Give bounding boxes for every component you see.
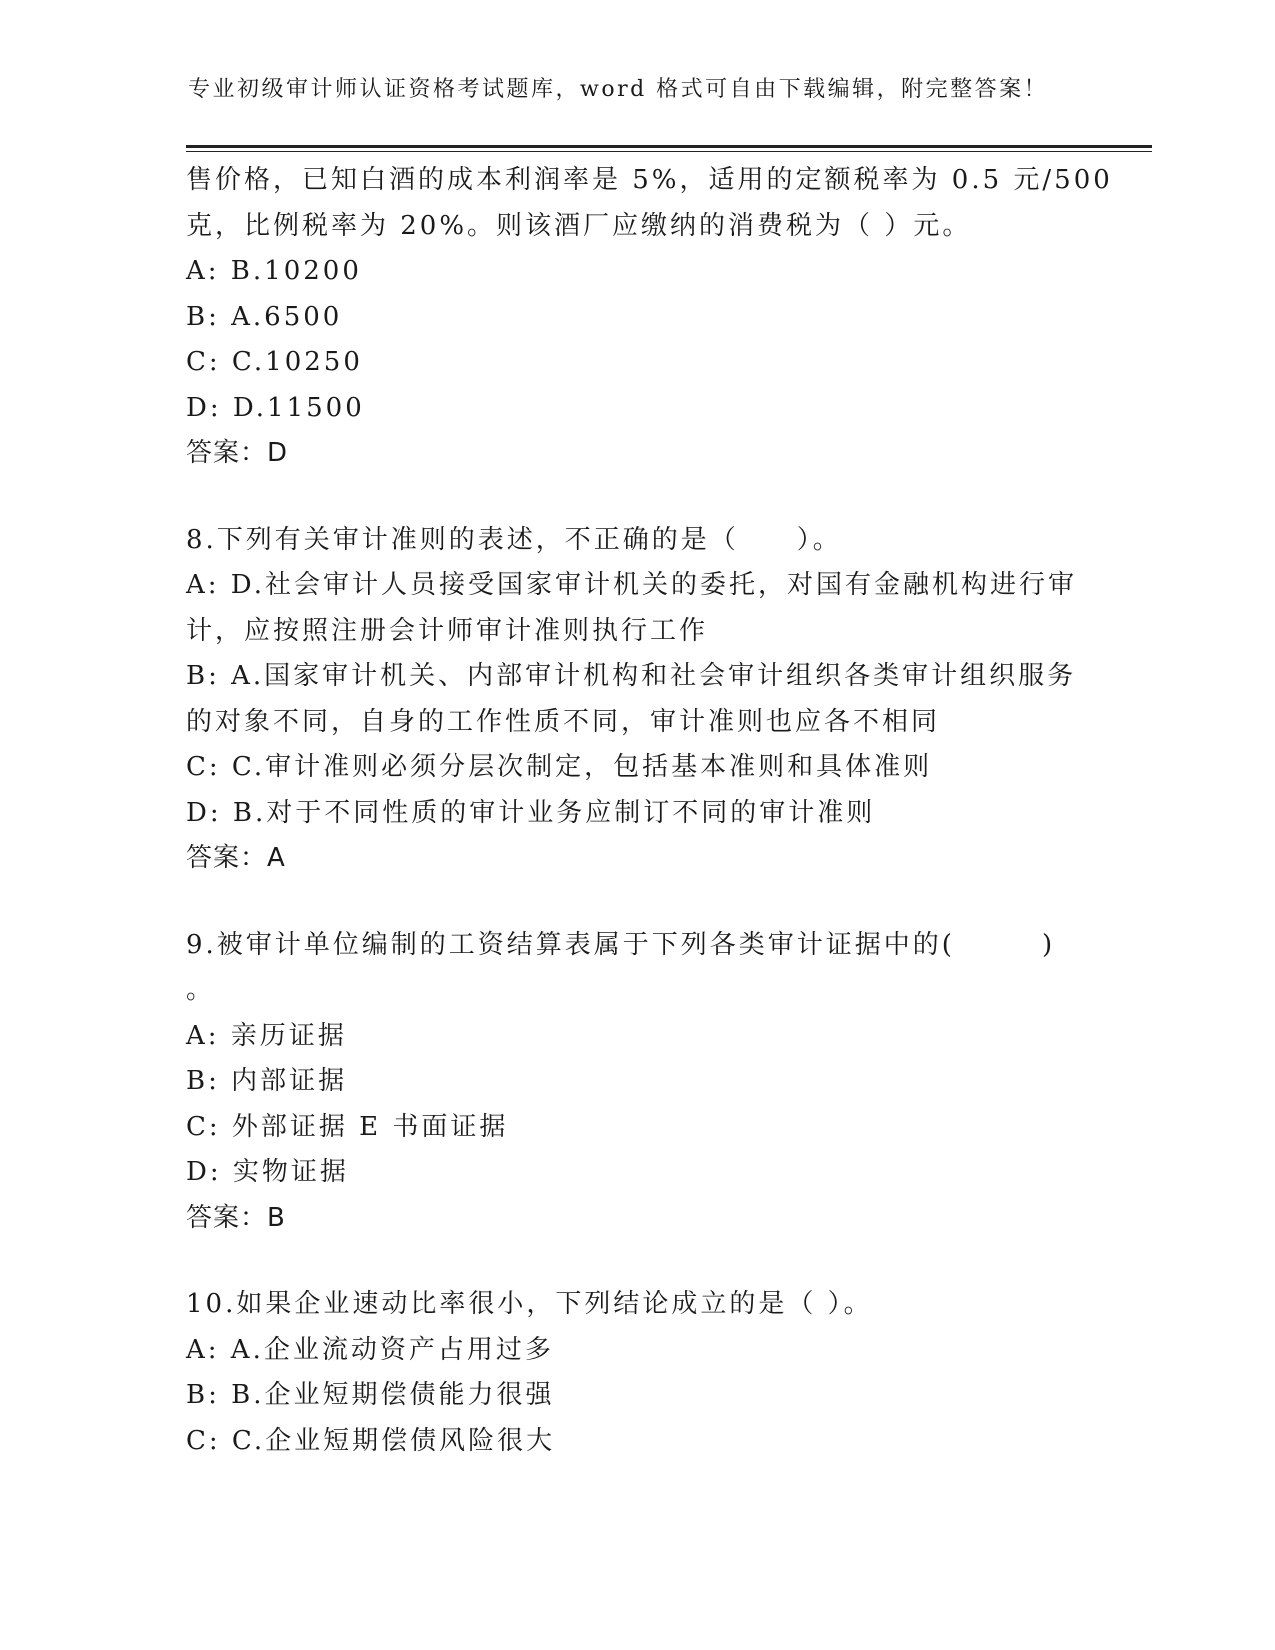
question-stem-line: 售价格，已知白酒的成本利润率是 5%，适用的定额税率为 0.5 元/500 bbox=[186, 165, 1113, 195]
option-d: D: 实物证据 bbox=[186, 1157, 349, 1187]
question-stem-line: 8.下列有关审计准则的表述，不正确的是（ ）。 bbox=[186, 524, 842, 555]
option-d: D: B.对于不同性质的审计业务应制订不同的审计准则 bbox=[186, 797, 876, 828]
option-c: C: C.10250 bbox=[186, 347, 363, 377]
option-b: B: B.企业短期偿债能力很强 bbox=[186, 1380, 555, 1410]
answer-line: 答案：A bbox=[186, 843, 286, 873]
question-stem-line: 10.如果企业速动比率很小，下列结论成立的是（ ）。 bbox=[186, 1289, 873, 1319]
option-a: A: A.企业流动资产占用过多 bbox=[186, 1334, 554, 1365]
option-c: C: C.企业短期偿债风险很大 bbox=[186, 1425, 556, 1456]
option-b-continued: 的对象不同，自身的工作性质不同，审计准则也应各不相同 bbox=[186, 706, 941, 737]
question-stem-line: 。 bbox=[186, 975, 216, 1005]
question-stem-line: 9.被审计单位编制的工资结算表属于下列各类审计证据中的( ) bbox=[186, 929, 1056, 960]
option-a: A: B.10200 bbox=[186, 256, 362, 286]
option-b: B: 内部证据 bbox=[186, 1066, 348, 1096]
header-rule-thin bbox=[186, 151, 1152, 152]
question-9 bbox=[186, 923, 1166, 1242]
question-8 bbox=[186, 518, 1166, 882]
answer-line: 答案：B bbox=[186, 1202, 286, 1233]
option-c: C: C.审计准则必须分层次制定，包括基本准则和具体准则 bbox=[186, 752, 933, 782]
option-a-continued: 计，应按照注册会计师审计准则执行工作 bbox=[186, 615, 709, 646]
option-b: B: A.国家审计机关、内部审计机构和社会审计组织各类审计组织服务 bbox=[186, 661, 1077, 691]
question-list bbox=[186, 158, 1166, 1464]
option-a: A: D.社会审计人员接受国家审计机关的委托，对国有金融机构进行审 bbox=[186, 570, 1077, 600]
page-header: 专业初级审计师认证资格考试题库，word 格式可自由下载编辑，附完整答案！ bbox=[188, 77, 1049, 102]
option-d: D: D.11500 bbox=[186, 392, 365, 423]
answer-line: 答案：D bbox=[186, 438, 289, 468]
option-a: A: 亲历证据 bbox=[186, 1020, 347, 1051]
question-7 bbox=[186, 158, 1166, 477]
question-10 bbox=[186, 1282, 1166, 1464]
option-b: B: A.6500 bbox=[186, 301, 343, 332]
question-stem-line: 克，比例税率为 20%。则该酒厂应缴纳的消费税为（ ）元。 bbox=[186, 210, 972, 241]
header-rule-thick bbox=[186, 145, 1152, 148]
option-c: C: 外部证据 E 书面证据 bbox=[186, 1111, 509, 1142]
